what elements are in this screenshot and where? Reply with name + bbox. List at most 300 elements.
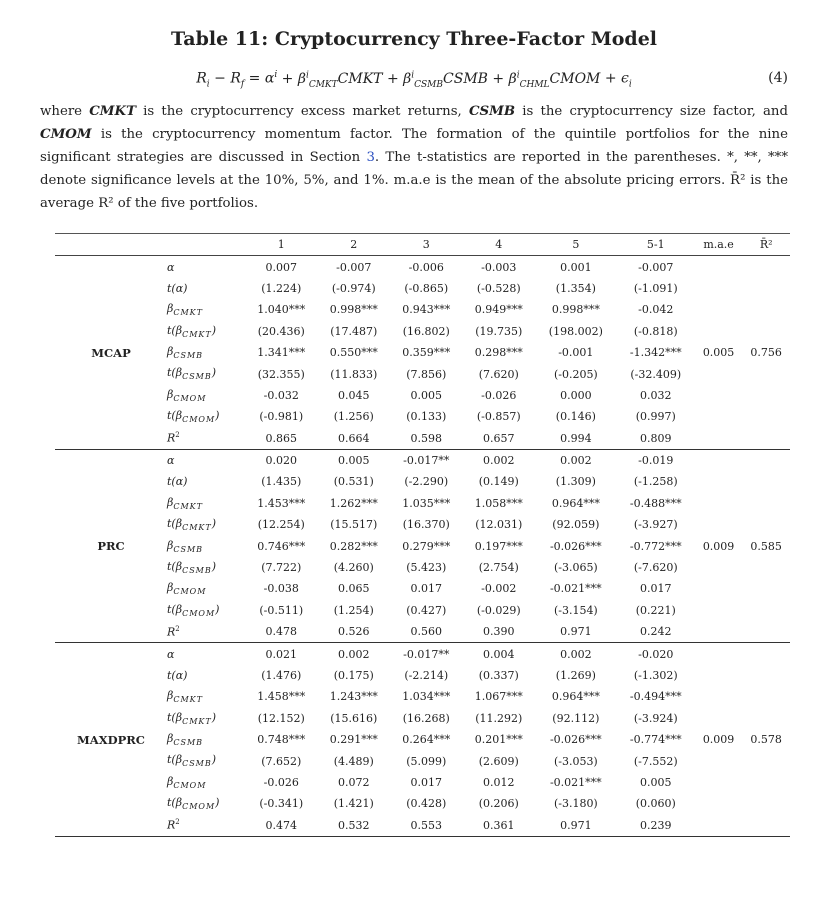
row-label-sub: CSMB <box>182 759 212 769</box>
table-cell: 0.664 <box>338 431 370 445</box>
table-row <box>55 299 790 320</box>
table-row <box>55 643 790 665</box>
mae-cell <box>695 643 743 665</box>
mae-cell <box>695 772 743 793</box>
table-cell: -0.006 <box>408 260 444 274</box>
table-cell: 0.746*** <box>257 539 306 553</box>
row-label-main: t(α <box>167 281 184 295</box>
equation <box>0 70 828 89</box>
mae-cell <box>695 385 743 406</box>
row-label <box>167 665 245 686</box>
table-cell: (7.856) <box>406 367 447 381</box>
row-label <box>167 278 245 299</box>
r2-cell <box>742 686 790 707</box>
table-cell: 0.002 <box>560 454 592 468</box>
table-cell: (-7.620) <box>633 561 678 575</box>
row-label-main: R <box>167 819 176 833</box>
table-cell: -0.003 <box>481 260 517 274</box>
group-label <box>55 321 167 342</box>
mae-cell <box>695 256 743 278</box>
row-label <box>167 557 245 578</box>
row-label-post: ) <box>183 669 188 682</box>
row-label-sub: CSMB <box>173 351 204 361</box>
table-cell: (-0.857) <box>476 410 521 424</box>
r2-cell <box>742 621 790 643</box>
table-cell: (-3.065) <box>553 561 598 575</box>
table-cell: (2.609) <box>478 754 519 768</box>
row-label-main: t(α <box>167 475 184 489</box>
table-cell: 1.341*** <box>257 346 306 360</box>
table-cell: (4.489) <box>333 754 374 768</box>
mae-cell <box>695 471 743 492</box>
eq-terms <box>277 70 601 90</box>
para-cmkt: CMKT <box>89 104 136 119</box>
table-cell: (-0.205) <box>553 367 598 381</box>
table-cell: (0.427) <box>406 603 447 617</box>
column-header: 4 <box>495 238 503 252</box>
eq-factor: CMKT <box>337 70 383 87</box>
table-cell: -0.026*** <box>549 733 602 747</box>
table-cell: (0.531) <box>333 475 374 489</box>
eq-rf-sub: f <box>240 79 245 90</box>
eq-rf: R <box>230 70 241 87</box>
table-cell: (-7.552) <box>633 754 678 768</box>
table-cell: -0.026 <box>263 775 299 789</box>
row-label-post: ) <box>211 323 216 337</box>
table-row <box>55 600 790 621</box>
r2-cell: 0.756 <box>750 346 782 360</box>
eq-alpha-sup: i <box>274 70 278 80</box>
row-label <box>167 793 245 814</box>
table-cell: (-2.214) <box>404 669 449 682</box>
para-text: is the cryptocurrency excess market returns, <box>135 104 469 119</box>
group-label <box>55 256 167 278</box>
column-header: 3 <box>422 238 430 252</box>
r2-cell <box>742 449 790 471</box>
table-row <box>55 621 790 643</box>
row-label-sub: CMOM <box>173 587 207 597</box>
row-label-main: β <box>167 387 174 401</box>
table-cell: (1.224) <box>261 281 302 295</box>
table-cell: (4.260) <box>333 561 374 575</box>
group-label <box>55 493 167 514</box>
row-label-main: t(β <box>167 323 183 337</box>
row-label-main: β <box>167 345 174 359</box>
table-cell: 0.998*** <box>329 303 378 317</box>
table-row <box>55 793 790 814</box>
row-label <box>167 471 245 492</box>
table-cell: 1.035*** <box>402 496 451 510</box>
table-cell: 0.005 <box>410 388 442 402</box>
mae-cell <box>695 578 743 599</box>
table-cell: (11.292) <box>475 711 523 725</box>
table-row <box>55 363 790 384</box>
row-label-main: t(β <box>167 753 183 767</box>
table-cell: (1.354) <box>555 281 596 295</box>
table-cell: (-0.029) <box>476 603 521 617</box>
table-cell: 0.971 <box>560 818 592 832</box>
row-label-sub: CSMB <box>182 372 212 382</box>
table-cell: (-0.974) <box>331 281 376 295</box>
table-cell: (92.059) <box>552 518 600 532</box>
table-row <box>55 557 790 578</box>
table-cell: -0.488*** <box>629 496 682 510</box>
table-row <box>55 772 790 793</box>
row-label-post: ) <box>215 602 220 616</box>
table-cell: 0.002 <box>338 647 370 661</box>
table-cell: -1.342*** <box>629 346 682 360</box>
table-cell: (20.436) <box>257 324 305 338</box>
table-cell: -0.001 <box>558 346 594 360</box>
table-cell: (-1.302) <box>633 669 678 682</box>
r2-cell <box>742 643 790 665</box>
row-label-main: t(β <box>167 517 183 531</box>
r2-cell <box>742 471 790 492</box>
table-cell: -0.017** <box>403 454 450 468</box>
table-cell: -0.772*** <box>629 539 682 553</box>
row-label-sub: CMKT <box>173 695 203 705</box>
table-cell: 0.994 <box>560 431 592 445</box>
para-text: is the cryptocurrency size factor, and <box>515 104 788 119</box>
table-cell: 0.943*** <box>402 303 451 317</box>
group-label: MCAP <box>91 345 131 360</box>
row-label-sub: CMOM <box>173 781 207 791</box>
table-cell: (1.254) <box>333 603 374 617</box>
table-cell: 0.809 <box>639 431 672 445</box>
mae-cell <box>695 363 743 384</box>
table-cell: 0.560 <box>410 625 442 639</box>
group-label <box>55 385 167 406</box>
table-cell: 0.072 <box>338 775 370 789</box>
group-label <box>55 514 167 535</box>
table-cell: -0.026*** <box>549 539 602 553</box>
row-label-sub: CMKT <box>182 523 212 533</box>
row-label <box>167 643 245 665</box>
table-cell: (7.722) <box>261 561 302 575</box>
table-cell: (15.517) <box>330 518 378 532</box>
table-cell: 0.000 <box>560 388 592 402</box>
table-row <box>55 471 790 492</box>
group-label: MAXDPRC <box>77 732 145 747</box>
table-cell: (0.337) <box>478 669 519 682</box>
row-label <box>167 342 245 363</box>
row-label <box>167 600 245 621</box>
table-row <box>55 428 790 450</box>
table-cell: (17.487) <box>330 324 378 338</box>
table-cell: -0.032 <box>263 388 299 402</box>
table-cell: (16.268) <box>402 711 450 725</box>
table-cell: 0.865 <box>265 431 297 445</box>
mae-cell: 0.009 <box>702 539 735 553</box>
table-cell: -0.017** <box>403 647 450 661</box>
table-cell: (-3.053) <box>553 754 598 768</box>
table-cell: 0.474 <box>265 818 297 832</box>
table-row <box>55 665 790 686</box>
row-label-main: t(α <box>167 669 184 682</box>
row-label-main: t(β <box>167 559 183 573</box>
table-cell: 0.998*** <box>551 303 600 317</box>
table-cell: (-3.927) <box>633 518 678 532</box>
table-row <box>55 815 790 837</box>
table-cell: (0.133) <box>406 410 447 424</box>
table-cell: 0.964*** <box>551 496 600 510</box>
row-label <box>167 815 245 837</box>
row-label-main: β <box>167 774 174 788</box>
table-cell: 0.964*** <box>551 690 600 704</box>
table-cell: 0.550*** <box>329 346 378 360</box>
table-cell: (1.269) <box>555 669 596 682</box>
r2-cell <box>742 363 790 384</box>
row-label-post: ) <box>183 281 188 295</box>
table-cell: 0.657 <box>483 431 515 445</box>
table-cell: -0.007 <box>638 260 674 274</box>
table-cell: -0.774*** <box>629 733 682 747</box>
row-label-post: ) <box>183 475 188 489</box>
row-label-sup: 2 <box>175 818 180 827</box>
table-cell: 0.291*** <box>329 733 378 747</box>
table-cell: 0.598 <box>410 431 442 445</box>
table-cell: (0.060) <box>635 797 676 811</box>
table-row <box>55 449 790 471</box>
table-cell: (-0.865) <box>404 281 449 295</box>
eq-beta-sup: i <box>305 70 309 80</box>
table-cell: (-3.154) <box>553 603 598 617</box>
mae-cell <box>695 321 743 342</box>
table-cell: (16.370) <box>402 518 450 532</box>
column-header: 5-1 <box>646 238 665 252</box>
mae-cell <box>695 557 743 578</box>
table-row <box>55 686 790 707</box>
group-mcap <box>55 256 790 450</box>
table-cell: (7.652) <box>261 754 302 768</box>
eq-beta-sub: CMKT <box>308 79 338 90</box>
column-header: m.a.e <box>703 238 734 252</box>
table-cell: -0.026 <box>481 388 517 402</box>
mae-cell: 0.009 <box>702 733 735 747</box>
row-label-post: ) <box>211 559 217 573</box>
mae-cell <box>695 621 743 643</box>
row-label-main: β <box>167 581 174 595</box>
group-label <box>55 278 167 299</box>
table-cell: (-0.528) <box>476 281 521 295</box>
group-label <box>55 686 167 707</box>
table-cell: -0.021*** <box>549 582 602 596</box>
equation-number: (4) <box>768 70 788 86</box>
eq-plus-beta: + β <box>487 70 517 87</box>
table-cell: 0.197*** <box>474 539 523 553</box>
table-cell: (-0.341) <box>259 797 304 811</box>
row-label-sub: CMOM <box>173 394 207 404</box>
group-label <box>55 621 167 643</box>
table-cell: 0.201*** <box>474 733 523 747</box>
table-cell: (92.112) <box>552 711 600 725</box>
header-row <box>55 234 790 256</box>
table-cell: (12.031) <box>475 518 523 532</box>
mae-cell <box>695 449 743 471</box>
group-label <box>55 600 167 621</box>
row-label <box>167 686 245 707</box>
para-text: where <box>40 104 90 119</box>
table-cell: 0.021 <box>265 647 297 661</box>
mae-cell <box>695 750 743 771</box>
row-label-main: α <box>167 647 175 661</box>
group-label <box>55 363 167 384</box>
table-cell: (7.620) <box>478 367 519 381</box>
group-prc <box>55 449 790 643</box>
row-label <box>167 406 245 427</box>
table-cell: 1.058*** <box>474 496 523 510</box>
eq-beta-sub: CSMB <box>414 79 444 90</box>
table-cell: 0.017 <box>410 582 442 596</box>
table-cell: 0.001 <box>560 260 592 274</box>
row-label-main: β <box>167 495 174 509</box>
eq-beta-sup: i <box>411 70 415 80</box>
table-cell: (1.256) <box>333 410 374 424</box>
r2-cell <box>742 708 790 729</box>
table-cell: (198.002) <box>548 324 603 338</box>
r2-cell: 0.578 <box>750 733 782 747</box>
r2-cell <box>742 385 790 406</box>
table-cell: 0.017 <box>639 582 672 596</box>
r2-cell <box>742 256 790 278</box>
table-cell: 0.359*** <box>402 346 451 360</box>
r2-cell <box>742 600 790 621</box>
table-cell: -0.020 <box>638 647 674 661</box>
row-label-sub: CSMB <box>173 544 204 554</box>
table-cell: 0.239 <box>639 818 672 832</box>
header-blank <box>167 234 245 256</box>
table-cell: 0.361 <box>483 818 515 832</box>
row-label-main: β <box>167 689 174 703</box>
results-table <box>55 233 790 837</box>
eq-minus: − <box>209 70 231 87</box>
table-cell: (16.802) <box>402 324 450 338</box>
table-cell: 0.282*** <box>329 539 378 553</box>
row-label-post: ) <box>211 710 216 724</box>
row-label <box>167 578 245 599</box>
eq-eps-sub: i <box>628 79 632 90</box>
eq-factor: CMOM <box>549 70 601 87</box>
table-cell: 0.004 <box>483 647 515 661</box>
table-cell: (-32.409) <box>630 367 682 381</box>
r2-cell <box>742 815 790 837</box>
row-label <box>167 256 245 278</box>
r2-cell: 0.585 <box>750 539 782 553</box>
row-label-sub: CMKT <box>182 716 212 726</box>
caption-paragraph <box>40 100 788 215</box>
row-label <box>167 729 245 750</box>
table-cell: (12.152) <box>257 711 305 725</box>
eq-lhs: R <box>196 70 207 87</box>
table-cell: (5.423) <box>406 561 447 575</box>
table-cell: 1.034*** <box>402 690 451 704</box>
eq-alpha: = α <box>244 70 275 87</box>
eq-beta-sup: i <box>516 70 520 80</box>
row-label-main: R <box>167 625 176 639</box>
table-cell: 0.007 <box>265 260 297 274</box>
row-label-main: β <box>167 538 174 552</box>
table-cell: 0.971 <box>560 625 592 639</box>
r2-cell <box>742 278 790 299</box>
row-label-sub: CMOM <box>182 415 216 425</box>
table-cell: (-0.511) <box>259 603 304 617</box>
eq-plus-beta: + β <box>382 70 412 87</box>
row-label <box>167 708 245 729</box>
row-label-main: β <box>167 732 174 746</box>
table-cell: (0.149) <box>478 475 519 489</box>
table-cell: 0.264*** <box>402 733 451 747</box>
table-row <box>55 578 790 599</box>
row-label-sub: CMKT <box>173 501 203 511</box>
row-label-sup: 2 <box>175 431 180 440</box>
para-text: . The t-statistics are reported in the parentheses. *, **, *** denote significance levels at the 10%, 5%, and 1%. m.a.e is the mean of the absolute pricing errors. R̄² is the average R² of the five portfolios. <box>40 150 788 211</box>
column-header: R̄² <box>759 238 773 252</box>
table-cell: 0.002 <box>483 454 515 468</box>
group-label <box>55 750 167 771</box>
table-cell: (-0.981) <box>259 410 304 424</box>
r2-cell <box>742 557 790 578</box>
section-link[interactable]: 3 <box>366 150 375 165</box>
table-cell: (-0.818) <box>633 324 678 338</box>
table-cell: 0.748*** <box>257 733 306 747</box>
table-cell: 0.242 <box>639 625 672 639</box>
row-label <box>167 428 245 450</box>
table-cell: 0.032 <box>639 388 672 402</box>
group-label <box>55 793 167 814</box>
para-csmb: CSMB <box>468 104 516 119</box>
table-cell: (1.421) <box>333 797 374 811</box>
header-blank <box>55 234 167 256</box>
row-label-main: t(β <box>167 409 183 423</box>
table-cell: (19.735) <box>475 324 523 338</box>
table-cell: 1.067*** <box>474 690 523 704</box>
table-cell: 0.045 <box>338 388 370 402</box>
table-cell: 0.017 <box>410 775 442 789</box>
mae-cell <box>695 793 743 814</box>
mae-cell <box>695 493 743 514</box>
table-title: Table 11: Cryptocurrency Three-Factor Model <box>170 28 658 50</box>
row-label <box>167 514 245 535</box>
group-label <box>55 428 167 450</box>
group-label <box>55 449 167 471</box>
mae-cell <box>695 686 743 707</box>
group-label <box>55 643 167 665</box>
group-label <box>55 299 167 320</box>
table-cell: -0.002 <box>481 582 517 596</box>
eq-eps: + ϵ <box>600 70 629 87</box>
mae-cell <box>695 708 743 729</box>
group-label <box>55 772 167 793</box>
mae-cell <box>695 278 743 299</box>
row-label-sub: CMKT <box>173 308 203 318</box>
row-label <box>167 750 245 771</box>
eq-plus-beta: + β <box>277 70 306 87</box>
row-label-main: α <box>167 260 175 274</box>
table-row <box>55 321 790 342</box>
para-text: is the cryptocurrency momentum factor. The formation of the quintile portfolios for the nine significant strategies are discussed in Section <box>40 127 788 165</box>
group-label <box>55 557 167 578</box>
row-label-main: t(β <box>167 366 183 380</box>
table-cell: 0.020 <box>265 454 297 468</box>
table-cell: (1.435) <box>261 475 302 489</box>
table-cell: 1.458*** <box>257 690 306 704</box>
table-cell: (-2.290) <box>404 475 449 489</box>
table-cell: (1.476) <box>261 669 302 682</box>
table-cell: 0.005 <box>338 454 370 468</box>
table-cell: (0.997) <box>635 410 676 424</box>
column-header: 5 <box>572 238 580 252</box>
row-label <box>167 385 245 406</box>
